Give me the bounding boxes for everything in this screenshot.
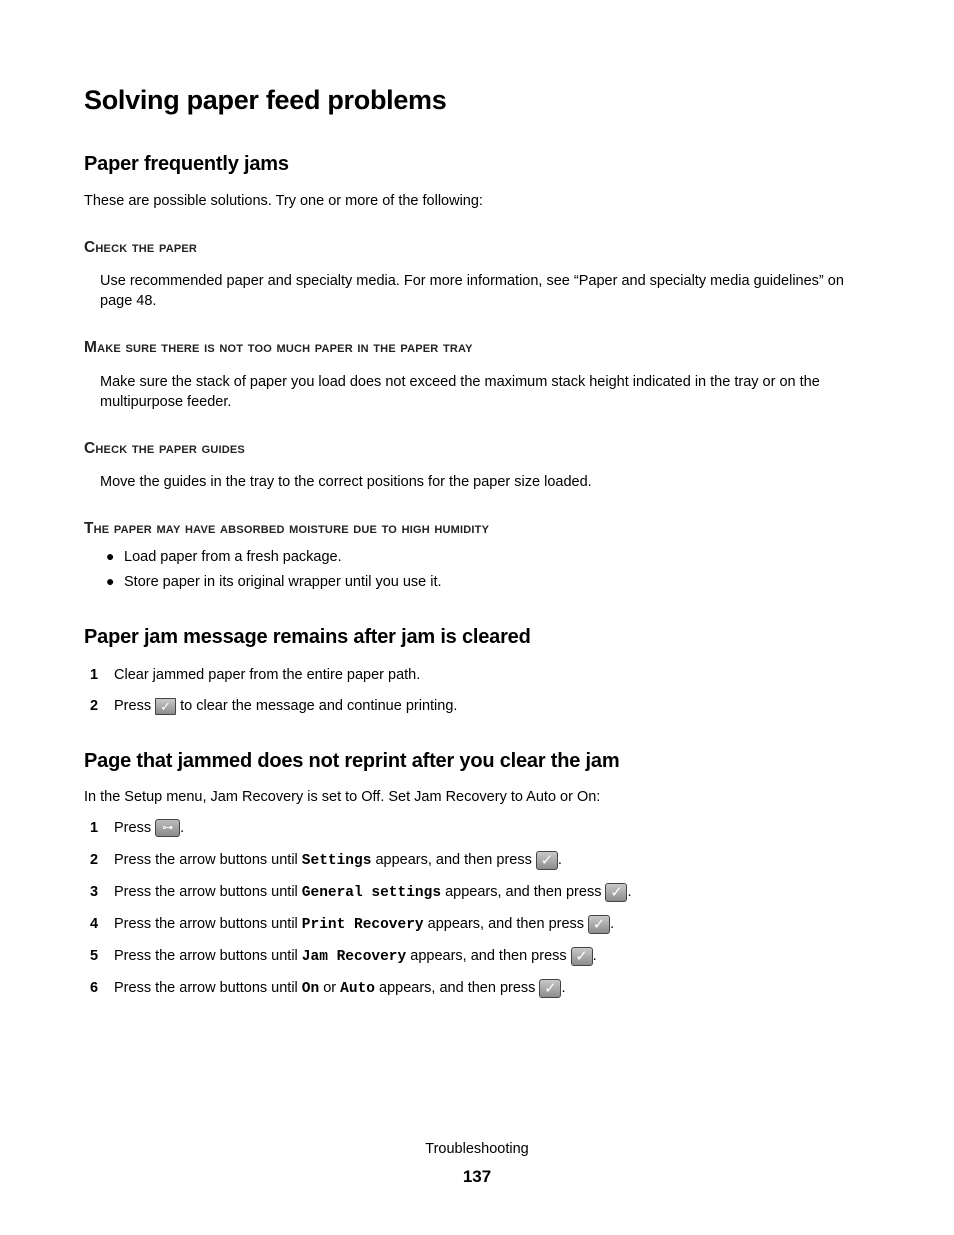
paragraph-too-much-paper: Make sure the stack of paper you load does not exceed the maximum stack height indicated in the tray or on the multipurpose feeder. <box>100 374 820 410</box>
step-item: 2 Press the arrow buttons until Settings appears, and then press ✓ . <box>90 851 562 869</box>
menu-key-icon: ⊶ <box>155 819 180 837</box>
section-intro: These are possible solutions. Try one or more of the following: <box>84 193 483 209</box>
select-check-icon: ✓ <box>588 915 610 934</box>
menu-item-code: On <box>301 981 320 997</box>
list-item: ● Load paper from a fresh package. <box>106 548 342 565</box>
menu-item-code: Print Recovery <box>301 917 424 933</box>
bullet-icon: ● <box>106 573 115 589</box>
step-item: 3 Press the arrow buttons until General settings appears, and then press ✓ . <box>90 883 632 901</box>
paragraph-check-paper: Use recommended paper and specialty media. For more information, see “Paper and specialty media guidelines” on page 48. <box>100 273 844 309</box>
page-number: 137 <box>462 1167 492 1186</box>
paragraph-paper-guides: Move the guides in the tray to the correct positions for the paper size loaded. <box>100 474 592 490</box>
subheading-check-paper: Check the paper <box>84 239 198 256</box>
subheading-too-much-paper: Make sure there is not too much paper in the paper tray <box>84 339 473 356</box>
section-heading-paper-jams: Paper frequently jams <box>84 153 289 175</box>
select-check-icon: ✓ <box>605 883 627 902</box>
select-check-icon: ✓ <box>571 947 593 966</box>
select-check-icon: ✓ <box>155 698 176 715</box>
page-title: Solving paper feed problems <box>84 85 447 115</box>
step-item: 1 Press ⊶ . <box>90 820 185 836</box>
step-item: 4 Press the arrow buttons until Print Recovery appears, and then press ✓ . <box>90 915 615 933</box>
subheading-humidity: The paper may have absorbed moisture due to high humidity <box>84 520 490 537</box>
step-item: 2 Press ✓ to clear the message and continue printing. <box>90 698 458 714</box>
menu-item-code: General settings <box>301 885 442 901</box>
step-item: 1 Clear jammed paper from the entire paper path. <box>90 667 421 683</box>
section-heading-jam-message: Paper jam message remains after jam is cleared <box>84 626 531 648</box>
footer-label: Troubleshooting <box>425 1141 529 1157</box>
section-intro: In the Setup menu, Jam Recovery is set to Off. Set Jam Recovery to Auto or On: <box>84 789 601 805</box>
bullet-icon: ● <box>106 548 115 564</box>
list-item: ● Store paper in its original wrapper until you use it. <box>106 573 442 590</box>
section-heading-reprint: Page that jammed does not reprint after you clear the jam <box>84 750 620 772</box>
subheading-paper-guides: Check the paper guides <box>84 440 245 457</box>
step-item: 5 Press the arrow buttons until Jam Recovery appears, and then press ✓ . <box>90 947 597 965</box>
menu-item-code: Settings <box>301 853 372 869</box>
menu-item-code: Jam Recovery <box>301 949 407 965</box>
select-check-icon: ✓ <box>539 979 561 998</box>
step-item: 6 Press the arrow buttons until On or Auto appears, and then press ✓ . <box>90 979 566 997</box>
menu-item-code: Auto <box>340 981 375 997</box>
select-check-icon: ✓ <box>536 851 558 870</box>
